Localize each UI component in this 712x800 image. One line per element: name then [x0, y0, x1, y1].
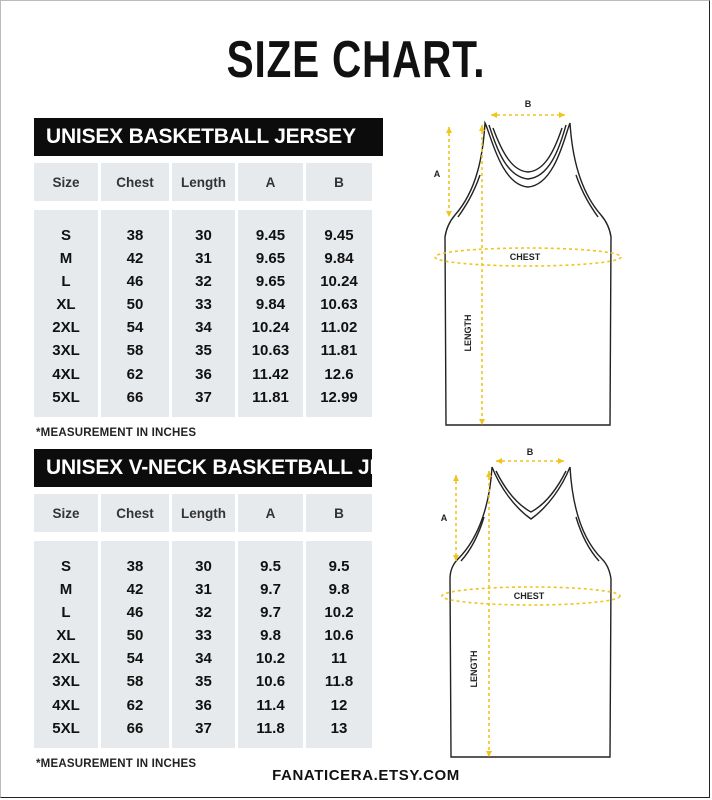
table-cell: 46 — [126, 273, 144, 291]
table-cell: 46 — [126, 604, 144, 622]
table-cell: 2XL — [52, 650, 80, 668]
table-cell: 31 — [195, 581, 212, 599]
table-cell: 50 — [126, 296, 144, 314]
measurement-note: *MEASUREMENT IN INCHES — [36, 757, 197, 770]
table-vneck-jersey — [34, 449, 440, 770]
page-title: SIZE CHART. — [226, 31, 486, 89]
table-cell: 35 — [195, 342, 212, 360]
table-cell: 35 — [195, 673, 212, 691]
table-cell: XL — [56, 627, 76, 645]
table-cell: 38 — [126, 227, 144, 244]
table-heading: UNISEX V-NECK BASKETBALL JERSEY — [34, 449, 372, 487]
table-cell: 3XL — [52, 342, 80, 360]
table-cell: 11.81 — [252, 388, 289, 406]
table-cell: 11.42 — [252, 365, 289, 383]
table-cell: 30 — [195, 227, 212, 244]
table-cell: 9.5 — [260, 558, 281, 575]
table-cell: 9.65 — [255, 250, 286, 268]
table-cell: 9.7 — [260, 604, 281, 622]
table-cell: 10.63 — [320, 296, 358, 314]
column-header-length: Length — [172, 163, 235, 201]
table-cell: 12.99 — [320, 388, 358, 406]
measurement-note: *MEASUREMENT IN INCHES — [36, 426, 197, 439]
table-cell: 3XL — [52, 673, 80, 691]
label-chest: CHEST — [509, 252, 541, 262]
table-cell: 9.8 — [260, 627, 281, 645]
table-cell: 10.24 — [320, 273, 358, 291]
table-cell: 34 — [195, 319, 212, 337]
table-cell: 5XL — [52, 719, 80, 737]
table-cell: 54 — [126, 319, 144, 337]
table-cell: M — [59, 581, 73, 599]
table-cell: 10.2 — [324, 604, 354, 622]
column-size — [34, 541, 98, 748]
table-cell: 50 — [126, 627, 144, 645]
table-cell: XL — [56, 296, 76, 314]
table-cell: 9.5 — [328, 558, 350, 575]
column-length — [172, 541, 235, 748]
table-cell: 33 — [195, 627, 212, 645]
table-cell: 30 — [195, 558, 212, 575]
table-cell: 9.8 — [328, 581, 350, 599]
column-header-size: Size — [34, 163, 98, 201]
table-cell: L — [61, 604, 71, 622]
table-cell: 58 — [126, 673, 144, 691]
table-cell: 11.81 — [320, 342, 358, 360]
table-cell: 37 — [195, 719, 212, 737]
table-cell: 36 — [195, 696, 212, 714]
table-cell: 31 — [195, 250, 212, 268]
table-cell: 58 — [126, 342, 144, 360]
table-cell: 66 — [126, 719, 144, 737]
table-cell: 11.4 — [256, 696, 285, 714]
table-cell: 4XL — [52, 696, 80, 714]
table-cell: 11.8 — [256, 719, 285, 737]
table-cell: 10.2 — [255, 650, 286, 668]
table-cell: 12.6 — [324, 365, 354, 383]
table-cell: 13 — [330, 719, 348, 737]
label-a: A — [433, 169, 441, 179]
table-cell: 42 — [126, 250, 144, 268]
table-cell: L — [61, 273, 71, 291]
table-cell: S — [60, 558, 71, 575]
column-header-size: Size — [34, 494, 98, 532]
jersey-outline-icon — [445, 123, 611, 425]
column-header-a: A — [238, 163, 303, 201]
vneck-jersey-outline-icon — [450, 467, 611, 757]
label-length: LENGTH — [469, 650, 479, 688]
column-header-chest: Chest — [101, 163, 169, 201]
table-cell: M — [59, 250, 73, 268]
column-header-b: B — [306, 163, 372, 201]
table-header-row — [34, 163, 372, 201]
label-b: B — [524, 99, 532, 109]
table-cell: 9.84 — [255, 296, 286, 314]
column-length — [172, 210, 235, 417]
table-cell: 9.84 — [324, 250, 354, 268]
table-cell: 4XL — [52, 365, 80, 383]
table-body — [34, 541, 372, 748]
table-cell: 36 — [195, 365, 212, 383]
tank-jersey-diagram — [425, 95, 635, 435]
table-cell: 9.45 — [255, 227, 286, 244]
table-cell: 10.24 — [251, 319, 290, 337]
table-heading: UNISEX BASKETBALL JERSEY — [34, 118, 383, 156]
table-header-row — [34, 494, 372, 532]
table-cell: 42 — [126, 581, 144, 599]
vneck-jersey-diagram — [430, 447, 640, 767]
table-cell: 11.8 — [324, 673, 354, 691]
table-cell: 34 — [195, 650, 212, 668]
table-cell: 2XL — [52, 319, 80, 337]
table-cell: 10.6 — [255, 673, 286, 691]
label-a: A — [440, 513, 448, 523]
table-cell: 9.45 — [324, 227, 354, 244]
table-cell: 66 — [126, 388, 144, 406]
table-cell: 32 — [195, 273, 212, 291]
table-cell: 10.6 — [324, 627, 354, 645]
table-cell: 11.02 — [320, 319, 358, 337]
column-chest — [101, 541, 169, 748]
table-body — [34, 210, 372, 417]
table-cell: 10.63 — [251, 342, 290, 360]
table-cell: 12 — [330, 696, 348, 714]
table-cell: 9.65 — [255, 273, 286, 291]
table-cell: 62 — [126, 696, 144, 714]
table-cell: 11 — [331, 650, 347, 668]
table-cell: 54 — [126, 650, 144, 668]
column-chest — [101, 210, 169, 417]
column-header-length: Length — [172, 494, 235, 532]
label-length: LENGTH — [463, 314, 473, 352]
table-basketball-jersey — [34, 118, 372, 439]
table-cell: 9.7 — [260, 581, 281, 599]
table-cell: 62 — [126, 365, 144, 383]
column-a — [238, 541, 303, 748]
column-a — [238, 210, 303, 417]
column-header-a: A — [238, 494, 303, 532]
table-cell: S — [60, 227, 71, 244]
table-cell: 5XL — [52, 388, 80, 406]
label-b: B — [526, 447, 534, 457]
column-size — [34, 210, 98, 417]
column-b — [306, 541, 372, 748]
column-header-chest: Chest — [101, 494, 169, 532]
table-cell: 33 — [195, 296, 212, 314]
table-cell: 32 — [195, 604, 212, 622]
table-cell: 37 — [195, 388, 212, 406]
shop-url: FANATICERA.ETSY.COM — [272, 767, 460, 784]
table-cell: 38 — [126, 558, 144, 575]
column-header-b: B — [306, 494, 372, 532]
label-chest: CHEST — [513, 591, 545, 601]
column-b — [306, 210, 372, 417]
